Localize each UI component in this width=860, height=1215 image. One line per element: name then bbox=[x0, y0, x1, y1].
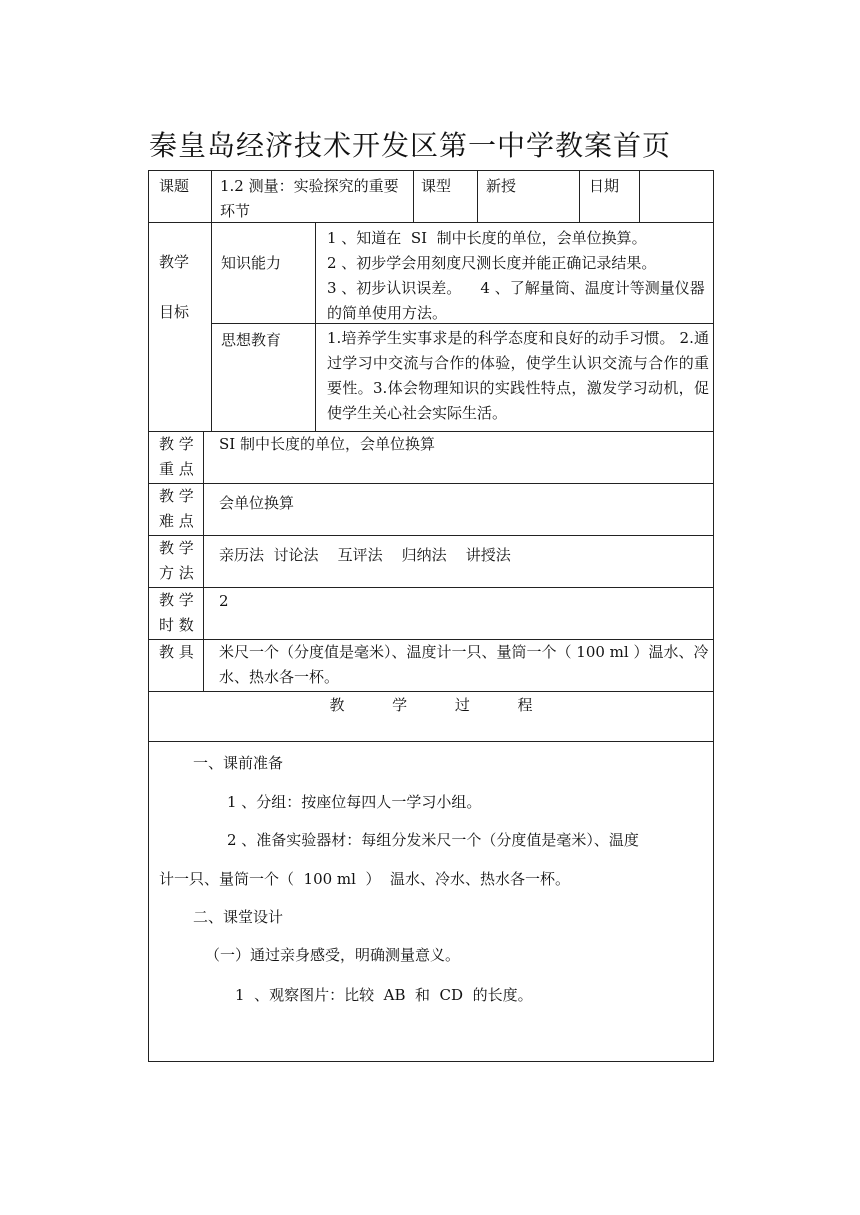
ideology-text: 1.培养学生实事求是的科学态度和良好的动手习惯。 2.通过学习中交流与合作的体验，使学生认识交流与合作的重要性。3.体会物理知识的实践性特点，激发学习动机，促使学生关心社会实际生活。 bbox=[327, 329, 709, 422]
column-divider bbox=[211, 171, 212, 431]
row-divider bbox=[149, 587, 713, 588]
process-paragraph: 1 、观察图片：比较 AB 和 CD 的长度。 bbox=[235, 986, 533, 1004]
difficulties-value: 会单位换算 bbox=[219, 494, 295, 512]
knowledge-label: 知识能力 bbox=[221, 254, 282, 272]
row-divider bbox=[149, 483, 713, 484]
column-divider bbox=[579, 171, 580, 222]
topic-label: 课题 bbox=[159, 177, 190, 195]
lesson-plan-table bbox=[148, 170, 714, 1062]
process-title: 教 学 过 程 bbox=[329, 696, 533, 714]
type-value: 新授 bbox=[486, 177, 517, 195]
tools-value: 米尺一个（分度值是毫米）、温度计一只、量筒一个（ 100 ml ）温水、冷水、热水各一杯。 bbox=[219, 643, 709, 686]
process-paragraph: 二、课堂设计 bbox=[193, 908, 284, 926]
difficulties-label: 教 学 难 点 bbox=[159, 487, 194, 530]
row-divider bbox=[149, 741, 713, 742]
process-paragraph: 计一只、量筒一个（ 100 ml ） 温水、冷水、热水各一杯。 bbox=[159, 870, 571, 888]
page-title: 秦皇岛经济技术开发区第一中学教案首页 bbox=[148, 129, 671, 162]
process-paragraph: 2 、准备实验器材：每组分发米尺一个（分度值是毫米）、温度 bbox=[227, 831, 639, 849]
ideology-label: 思想教育 bbox=[221, 331, 282, 349]
type-label: 课型 bbox=[421, 177, 452, 195]
key-points-value: SI 制中长度的单位，会单位换算 bbox=[219, 435, 435, 453]
process-paragraph: 一、课前准备 bbox=[193, 754, 284, 772]
hours-label: 教 学 时 数 bbox=[159, 591, 194, 634]
column-divider bbox=[203, 431, 204, 691]
key-points-label: 教 学 重 点 bbox=[159, 435, 194, 478]
methods-label: 教 学 方 法 bbox=[159, 539, 194, 582]
goals-label: 教学 目标 bbox=[159, 253, 190, 321]
row-divider bbox=[149, 691, 713, 692]
row-divider bbox=[149, 535, 713, 536]
column-divider bbox=[413, 171, 414, 222]
process-paragraph: （一）通过亲身感受，明确测量意义。 bbox=[205, 946, 461, 964]
methods-value: 亲历法 讨论法 互评法 归纳法 讲授法 bbox=[219, 546, 511, 564]
knowledge-text: 1 、知道在 SI 制中长度的单位，会单位换算。 2 、初步学会用刻度尺测长度并能正确记录结果。 3 、初步认识误差。 4 、了解量筒、温度计等测量仪器的简单使用方法。 bbox=[327, 229, 705, 322]
process-paragraph: 1 、分组：按座位每四人一学习小组。 bbox=[227, 793, 482, 811]
column-divider bbox=[639, 171, 640, 222]
date-label: 日期 bbox=[589, 177, 620, 195]
hours-value: 2 bbox=[219, 592, 229, 610]
column-divider bbox=[315, 222, 316, 431]
column-divider bbox=[477, 171, 478, 222]
topic-value: 1.2 测量：实验探究的重要环节 bbox=[220, 177, 399, 220]
tools-label: 教 具 bbox=[159, 643, 194, 661]
